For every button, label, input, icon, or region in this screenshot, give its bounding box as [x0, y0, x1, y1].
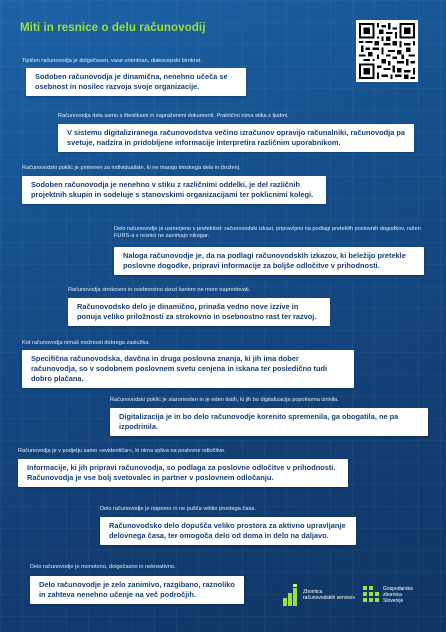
fact-3: Sodoben računovodja je nenehno v stiku z različnimi oddelki, je del različnih projektnih skupin in sodeluje s stanovskimi organizacijami ter poklicnimi kolegi. [22, 176, 326, 204]
fact-5: Računovodsko delo je dinamično, prinaša vedno nove izzive in ponuja veliko priložnosti za strokovno in osebnostno rast ter razvoj. [68, 298, 330, 326]
fact-9: Računovodsko delo dopušča veliko prostora za aktivno upravljanje delovnega časa, ter omogoča delo od doma in delo na daljavo. [100, 517, 356, 545]
fact-7: Digitalizacija je in bo delo računovodje korenito spremenila, ga obogatila, ne pa izpodrinila. [110, 408, 428, 436]
myth-4: Delo računovodje je usmerjeno v preteklost: računovodski izkazi, pripravljeni na podlagi preteklih poslovnih dogodkov, ražen FURS-a v resnici ne zanimajo nikogar. [114, 226, 421, 239]
myth-10: Delo računovodje je monotono, dolgočasno in nekreativno. [30, 564, 176, 570]
fact-6: Specifična računovodska, davčna in druga poslovna znanja, ki jih ima dober računovodja, so v sodobnem poslovnem svetu cenjena in iskana ter posledično tudi dobro plačana. [22, 350, 354, 388]
fact-1: Sodoben računovodja je dinamična, nenehno učeča se osebnost in nosilec razvoja svoje organizacije. [26, 68, 246, 96]
myth-1: Tipičen računovodja je dolgočasen, vase orientiran, diakocepski birokrat. [22, 58, 202, 64]
page-title: Miti in resnice o delu računovodij [20, 22, 206, 34]
logo-zrs [283, 584, 355, 606]
fact-4: Naloga računovodje je, da na podlagi računovodskih izkazov, ki beležijo pretekle poslovne dogodke, pripravi informacije za boljše odločitve v prihodnosti. [114, 247, 424, 275]
gzs-logo-icon [363, 584, 379, 606]
logo-zrs-line2: računovodskih servisov [303, 595, 355, 601]
myth-2: Računovodja dela samo s številkami in zapraženimi dokumenti. Praktično nima stika z ljudmi. [58, 113, 289, 119]
logo-gzs-line1: Gospodarska [383, 586, 413, 592]
qr-code[interactable] [356, 20, 418, 82]
myth-6: Kot računovodja nimaš možnosti dobrega zaslužka. [22, 340, 150, 346]
logo-gzs [363, 584, 413, 606]
myth-3: Računovodski poklic je primeren za individualiste, ki ne marajo timskega dela in druženj. [22, 165, 241, 171]
footer-logos [283, 584, 433, 618]
logo-zrs-line1: Zbornica [303, 589, 323, 595]
myth-7: Računovodski poklic je staromoden in je eden tistih, ki jih bo digitalizacija popolnoma izrinila. [110, 397, 339, 403]
myth-5: Računovodja strokovno in osebnostno skozi kariero ne more napredovati. [68, 287, 251, 293]
fact-10: Delo računovodje je zelo zanimivo, razgibano, raznoliko in zahteva nenehno učenje na več področjih. [30, 576, 244, 604]
zrs-logo-icon [283, 584, 299, 606]
myth-9: Delo računovodje je naporno in ne pušča veliko prostega časa. [100, 506, 256, 512]
fact-2: V sistemu digitaliziranega računovodstva večino izračunov opravijo računalniki, računovodja pa svetuje, nadzira in pridobljene informacije interpretira različnim uporabnikom. [58, 124, 414, 152]
logo-gzs-line2: zbornica [383, 592, 402, 598]
myth-8: Računovodja je v podjetju samo »evidentičar«, ki nima vpliva na poslovne odločitve. [18, 448, 226, 454]
logo-gzs-line3: Slovenije [383, 598, 404, 604]
fact-8: Informacije, ki jih pripravi računovodja, so podlaga za poslovne odločitve v prihodnosti. Računovodja je vse bolj svetovalec in partner v poslovnem odločanju. [18, 459, 348, 487]
qr-code-icon [359, 23, 415, 79]
